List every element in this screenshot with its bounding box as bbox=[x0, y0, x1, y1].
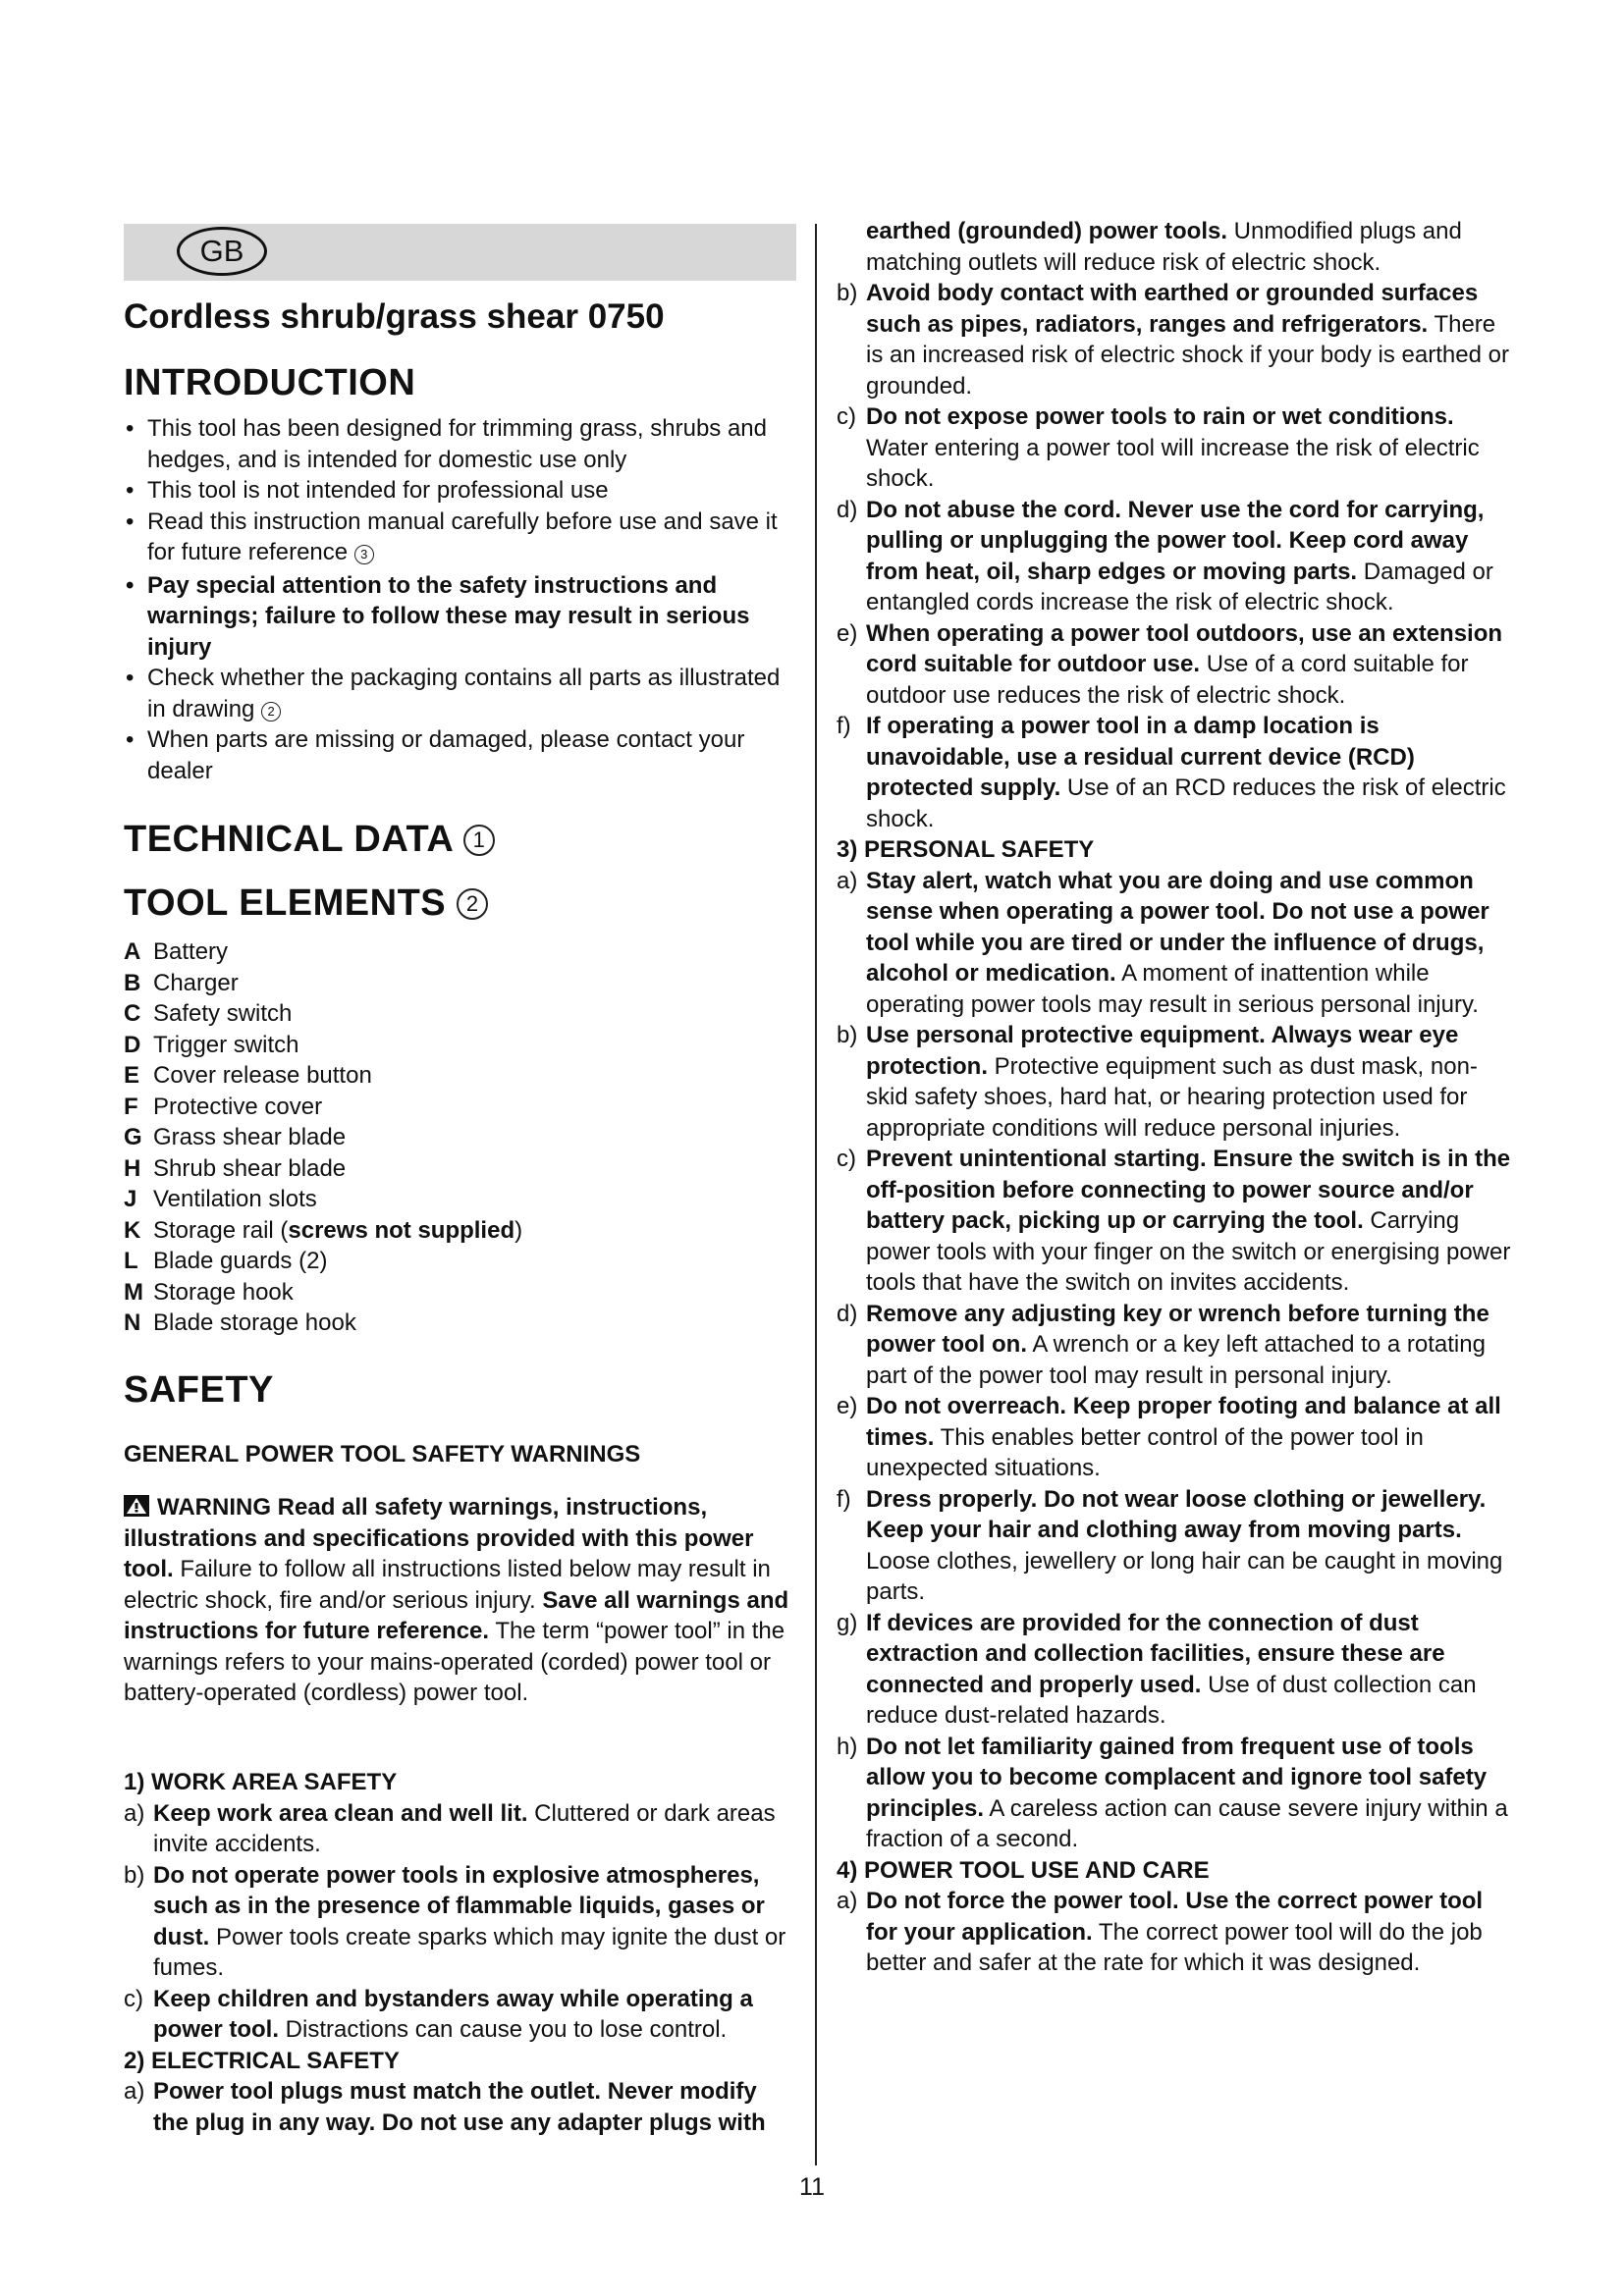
list-item: • Pay special attention to the safety instructions and warnings; failure to follow these may result in serious injury bbox=[124, 570, 796, 664]
safety-heading: SAFETY bbox=[124, 1369, 274, 1411]
list-item: G Grass shear blade bbox=[124, 1124, 347, 1150]
list-item: c) Prevent unintentional starting. Ensure the switch is in the off-position before connecting to power source and/or battery pack, picking up or carrying the tool. Carrying power tools with your finger on the switch or energising power tools that have the switch on invites accidents. bbox=[837, 1146, 1511, 1296]
reference-number: 2 bbox=[457, 888, 488, 920]
list-item: • When parts are missing or damaged, please contact your dealer bbox=[124, 724, 796, 786]
list-item: D Trigger switch bbox=[124, 1031, 299, 1058]
list-item: F Protective cover bbox=[124, 1093, 323, 1120]
list-item: a) Do not force the power tool. Use the correct power tool for your application. The correct power tool will do the job better and safer at the rate for which it was designed. bbox=[837, 1888, 1484, 1976]
tool-elements-heading: TOOL ELEMENTS 2 bbox=[124, 882, 488, 925]
list-item: e) When operating a power tool outdoors, use an extension cord suitable for outdoor use. Use of a cord suitable for outdoor use reduces the risk of electric shock. bbox=[837, 619, 1503, 709]
list-item: E Cover release button bbox=[124, 1062, 372, 1089]
intro-list bbox=[124, 413, 796, 786]
list-item: H Shrub shear blade bbox=[124, 1154, 347, 1182]
list-item: b) Do not operate power tools in explosive atmospheres, such as in the presence of flammable liquids, gases or dust. Power tools create sparks which may ignite the dust or fumes. bbox=[124, 1861, 786, 1981]
list-item: J Ventilation slots bbox=[124, 1186, 317, 1212]
list-item: c) Keep children and bystanders away while operating a power tool. Distractions can cause you to lose control. bbox=[124, 1985, 753, 2043]
general-warning-paragraph: WARNING Read all safety warnings, instructions, illustrations and specifications provided with this power tool. Failure to follow all instructions listed below may result in electric shock, fire and/or serious injury. Save all warnings and instructions for future reference. The term “power tool” in the warnings refers to your mains-operated (corded) power tool or battery-operated (cordless) power tool. bbox=[124, 1494, 789, 1706]
list-item: • Read this instruction manual carefully before use and save it for future reference 3 bbox=[124, 507, 796, 568]
language-bar bbox=[124, 224, 796, 281]
list-item: a) Keep work area clean and well lit. Cluttered or dark areas invite accidents. bbox=[124, 1799, 776, 1857]
column-divider bbox=[815, 224, 817, 2165]
list-item: • Check whether the packaging contains all parts as illustrated in drawing 2 bbox=[124, 663, 796, 724]
page-title: Cordless shrub/grass shear 0750 bbox=[124, 297, 665, 336]
page-number: 11 bbox=[799, 2173, 825, 2201]
work-area-section bbox=[124, 1767, 796, 2138]
reference-number: 2 bbox=[261, 702, 281, 721]
list-item: g) If devices are provided for the connection of dust extraction and collection facilities, ensure these are connected and properly used. Use of dust collection can reduce dust-related hazards. bbox=[837, 1609, 1477, 1729]
list-item: h) Do not let familiarity gained from frequent use of tools allow you to become complacent and ignore tool safety principles. A careless action can cause severe injury within a fraction of a second. bbox=[837, 1733, 1508, 1852]
list-item: L Blade guards (2) bbox=[124, 1248, 328, 1274]
list-item: N Blade storage hook bbox=[124, 1309, 356, 1336]
list-item: • This tool has been designed for trimming grass, shrubs and hedges, and is intended for domestic use only bbox=[124, 413, 796, 475]
list-item: K Storage rail (screws not supplied) bbox=[124, 1216, 523, 1244]
section-heading: 4) POWER TOOL USE AND CARE bbox=[837, 1856, 1210, 1884]
list-item: • This tool is not intended for professional use bbox=[124, 475, 796, 507]
tool-elements-list bbox=[124, 936, 796, 1339]
list-item: b) Avoid body contact with earthed or grounded surfaces such as pipes, radiators, ranges and refrigerators. There is an increased risk of electric shock if your body is earthed or grounded. bbox=[837, 280, 1509, 400]
technical-data-heading: TECHNICAL DATA 1 bbox=[124, 819, 495, 861]
section-heading: 3) PERSONAL SAFETY bbox=[837, 836, 1095, 863]
list-item: d) Do not abuse the cord. Never use the cord for carrying, pulling or unplugging the power tool. Keep cord away from heat, oil, sharp edges or moving parts. Damaged or entangled cords increase the risk of electric shock. bbox=[837, 496, 1493, 615]
language-badge: GB bbox=[177, 227, 267, 276]
list-item: c) Do not expose power tools to rain or wet conditions. Water entering a power tool will increase the risk of electric shock. bbox=[837, 403, 1480, 492]
list-item: f) If operating a power tool in a damp location is unavoidable, use a residual current device (RCD) protected supply. Use of an RCD reduces the risk of electric shock. bbox=[837, 713, 1506, 832]
list-item: B Charger bbox=[124, 969, 239, 996]
list-item: e) Do not overreach. Keep proper footing and balance at all times. This enables better control of the power tool in unexpected situations. bbox=[837, 1393, 1501, 1481]
reference-number: 3 bbox=[354, 545, 374, 564]
section-heading: 2) ELECTRICAL SAFETY bbox=[124, 2047, 400, 2074]
right-column-text bbox=[837, 216, 1516, 1979]
list-item: a) Power tool plugs must match the outlet. Never modify the plug in any way. Do not use any adapter plugs with bbox=[124, 2078, 766, 2136]
section-heading: 1) WORK AREA SAFETY bbox=[124, 1769, 398, 1795]
list-item: f) Dress properly. Do not wear loose clothing or jewellery. Keep your hair and clothing away from moving parts. Loose clothes, jewellery or long hair can be caught in moving parts. bbox=[837, 1485, 1503, 1605]
list-item: b) Use personal protective equipment. Always wear eye protection. Protective equipment such as dust mask, non-skid safety shoes, hard hat, or hearing protection used for appropriate conditions will reduce personal injuries. bbox=[837, 1022, 1478, 1142]
list-item: d) Remove any adjusting key or wrench before turning the power tool on. A wrench or a key left attached to a rotating part of the power tool may result in personal injury. bbox=[837, 1300, 1489, 1389]
general-warnings-heading: GENERAL POWER TOOL SAFETY WARNINGS bbox=[124, 1441, 641, 1468]
reference-number: 1 bbox=[463, 825, 495, 856]
intro-heading: INTRODUCTION bbox=[124, 362, 416, 403]
list-item: M Storage hook bbox=[124, 1278, 294, 1306]
list-item: a) Stay alert, watch what you are doing and use common sense when operating a power tool. Do not use a power tool while you are tired or under the influence of drugs, alcohol or medication. A moment of inattention while operating power tools may result in serious personal injury. bbox=[837, 867, 1489, 1018]
list-item: earthed (grounded) power tools. Unmodified plugs and matching outlets will reduce risk of electric shock. bbox=[866, 218, 1462, 276]
warning-triangle-icon bbox=[124, 1495, 149, 1517]
list-item: C Safety switch bbox=[124, 1000, 293, 1027]
list-item: A Battery bbox=[124, 938, 229, 965]
